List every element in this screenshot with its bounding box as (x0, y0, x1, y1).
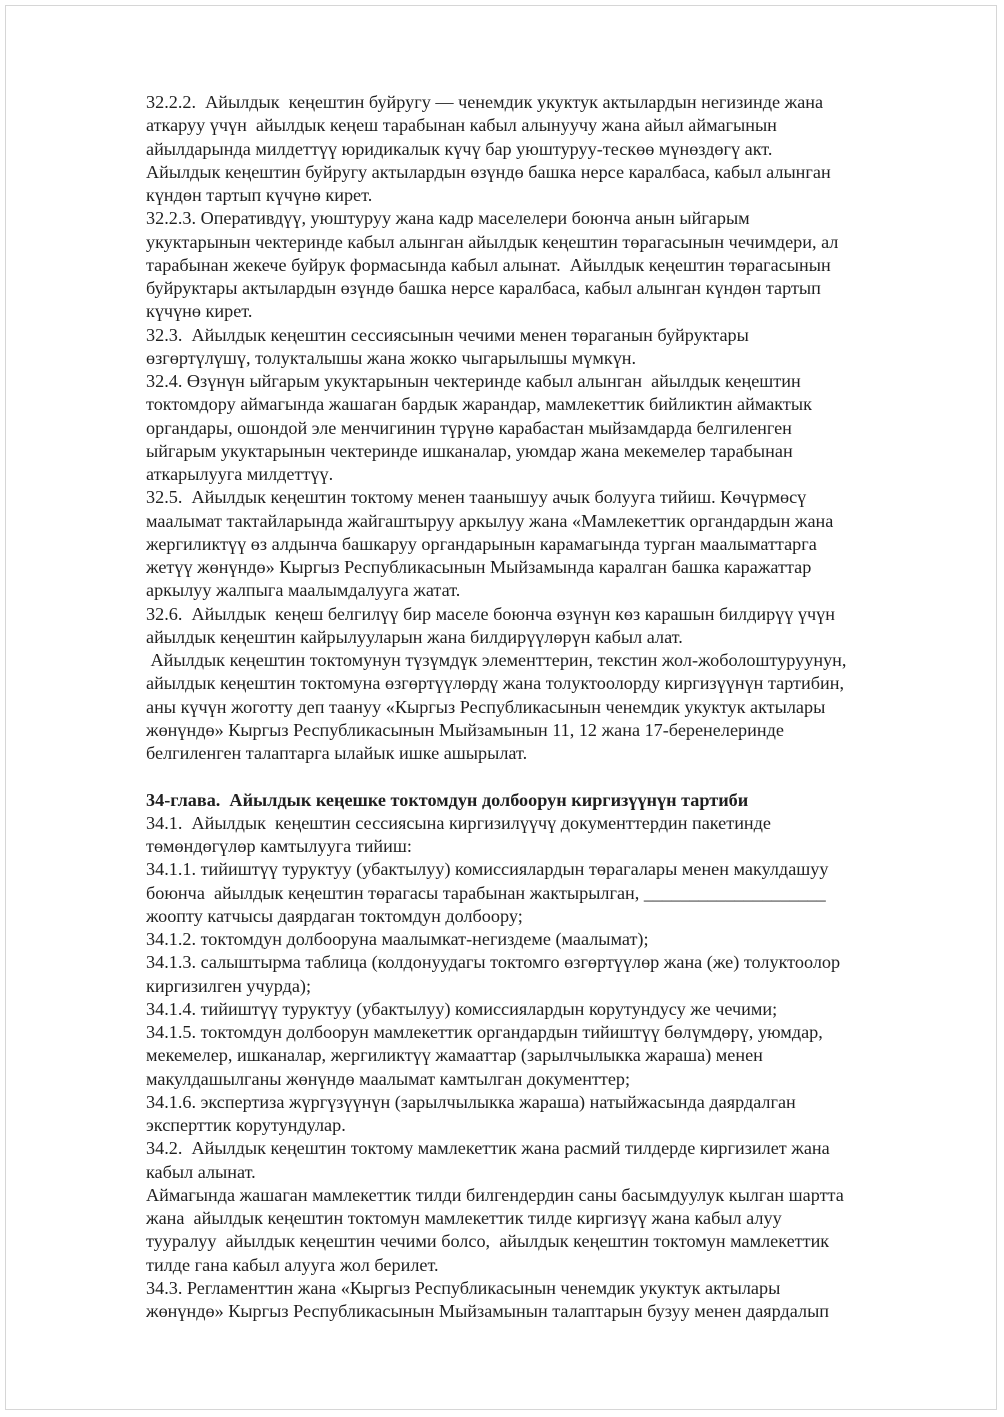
text-line: өзгөртүлүшү, толукталышы жана жокко чыгарылышы мүмкүн. (146, 347, 637, 368)
text-line: айылдык кеңештин токтомуна өзгөртүүлөрдү жана толуктоолорду киргизүүнүн тартибин, (146, 673, 845, 694)
text-line: жөнүндө» Кыргыз Республикасынын Мыйзамынын 11, 12 жана 17-беренелеринде (146, 719, 784, 740)
text-line: 34.1.3. салыштырма таблица (колдонуудагы токтомго өзгөртүүлөр жана (же) толуктоолор (146, 952, 841, 973)
text-line: 34.1.1. тийиштүү туруктуу (убактылуу) комиссиялардын төрагалары менен макулдашуу (146, 859, 829, 880)
text-line: тарабынан жекече буйрук формасында кабыл алынат. Айылдык кеңештин төрагасынын (146, 254, 831, 275)
text-line: жергиликтүү өз алдынча башкаруу органдарынын карамагында турган маалыматтарга (146, 533, 817, 554)
text-line: күчүнө кирет. (146, 301, 253, 322)
text-line: тилде гана кабыл алууга жол берилет. (146, 1254, 439, 1275)
text-line: боюнча айылдык кеңештин төрагасы тарабынан жактырылган, ____________________ (146, 882, 826, 903)
text-line: аткаруу үчүн айылдык кеңеш тарабынан кабыл алынуучу жана айыл аймагынын (146, 115, 777, 136)
text-line: 34.1.4. тийиштүү туруктуу (убактылуу) комиссиялардын корутундусу же чечими; (146, 998, 778, 1019)
text-line: буйруктары актылардын өзүндө башка нерсе каралбаса, кабыл алынган күндөн тартып (146, 278, 821, 298)
text-line: ыйгарым укуктарынын чектеринде ишканалар, уюмдар жана мекемелер тарабынан (146, 440, 793, 461)
text-line: 32.5. Айылдык кеңештин токтому менен таанышуу ачык болууга тийиш. Көчүрмөсү (146, 487, 807, 508)
text-line: Айылдык кеңештин буйругу актылардын өзүндө башка нерсе каралбаса, кабыл алынган (146, 161, 831, 182)
document-body (146, 91, 926, 1323)
text-line: айылдык кеңештин кайрылууларын жана билдирүүлөрүн кабыл алат. (146, 626, 683, 647)
text-line: белгиленген талаптарга ылайык ишке ашырылат. (146, 743, 528, 763)
text-line: 34.1.6. экспертиза жүргүзүүнүн (зарылчылыкка жараша) натыйжасында даярдалган (146, 1091, 796, 1112)
chapter-heading: 34-глава. Айылдык кеңешке токтомдун долбоорун киргизүүнүн тартиби (146, 789, 749, 810)
text-line: жана айылдык кеңештин токтомун мамлекеттик тилде киргизүү жана кабыл алуу (146, 1208, 782, 1228)
text-line: Айылдык кеңештин токтомунун түзүмдүк элементтерин, текстин жол-жоболоштуруунун, (146, 650, 847, 670)
text-line: 32.2.2. Айылдык кеңештин буйругу — ченемдик укуктук актылардын негизинде жана (146, 92, 824, 112)
text-line: аткарылууга милдеттүү. (146, 464, 334, 484)
document-page (5, 5, 997, 1410)
text-line: киргизилген учурда); (146, 975, 312, 996)
text-line: органдары, ошондой эле менчигинин түрүнө карабастан мыйзамдарда белгиленген (146, 417, 792, 438)
text-line: маалымат тактайларында жайгаштыруу аркылуу жана «Мамлекеттик органдардын жана (146, 510, 834, 531)
text-line: 32.4. Өзүнүн ыйгарым укуктарынын чектеринде кабыл алынган айылдык кеңештин (146, 371, 801, 391)
text-line: 34.3. Регламенттин жана «Кыргыз Республикасынын ченемдик укуктук актылары (146, 1277, 781, 1298)
text-line: мекемелер, ишканалар, жергиликтүү жамааттар (зарылчылыкка жараша) менен (146, 1045, 763, 1066)
text-line: жөнүндө» Кыргыз Республикасынын Мыйзамынын талаптарын бузуу менен даярдалып (146, 1301, 830, 1321)
text-line: макулдашылганы жөнүндө маалымат камтылган документтер; (146, 1068, 631, 1089)
text-line: 34.2. Айылдык кеңештин токтому мамлекеттик жана расмий тилдерде киргизилет жана (146, 1138, 830, 1159)
text-line: аны күчүн жоготту деп таануу «Кыргыз Республикасынын ченемдик укуктук актылары (146, 696, 826, 717)
text-line: токтомдору аймагында жашаган бардык жарандар, мамлекеттик бийликтин аймактык (146, 394, 812, 415)
blank-line (146, 765, 926, 788)
text-line: кабыл алынат. (146, 1161, 256, 1182)
text-line: тууралуу айылдык кеңештин чечими болсо, айылдык кеңештин токтомун мамлекеттик (146, 1231, 830, 1252)
text-line: 32.6. Айылдык кеңеш белгилүү бир маселе боюнча өзүнүн көз карашын билдирүү үчүн (146, 603, 835, 624)
text-line: 34.1.5. токтомдун долбоорун мамлекеттик органдардын тийиштүү бөлүмдөрү, уюмдар, (146, 1022, 823, 1042)
text-line: аркылуу жалпыга маалымдалууга жатат. (146, 580, 461, 601)
text-line: укуктарынын чектеринде кабыл алынган айылдык кеңештин төрагасынын чечимдери, ал (146, 231, 839, 252)
text-line: төмөндөгүлөр камтылууга тийиш: (146, 836, 412, 856)
text-line: эксперттик корутундулар. (146, 1115, 346, 1135)
text-line: жоопту катчысы даярдаган токтомдун долбоору; (146, 905, 523, 926)
text-line: 34.1.2. токтомдун долбооруна маалымкат-негиздеме (маалымат); (146, 929, 649, 949)
text-line: күндөн тартып күчүнө кирет. (146, 185, 373, 205)
text-line: Аймагында жашаган мамлекеттик тилди билгендердин саны басымдуулук кылган шартта (146, 1184, 844, 1205)
text-line: айылдарында милдеттүү юридикалык күчү бар уюштуруу-тескөө мүнөздөгү акт. (146, 138, 773, 159)
text-line: 32.2.3. Оперативдүү, уюштуруу жана кадр маселелери боюнча анын ыйгарым (146, 208, 750, 229)
text-line: жетүү жөнүндө» Кыргыз Республикасынын Мыйзамында каралган башка каражаттар (146, 557, 812, 577)
text-line: 32.3. Айылдык кеңештин сессиясынын чечими менен төраганын буйруктары (146, 324, 749, 345)
text-line: 34.1. Айылдык кеңештин сессиясына киргизилүүчү документтердин пакетинде (146, 812, 771, 833)
